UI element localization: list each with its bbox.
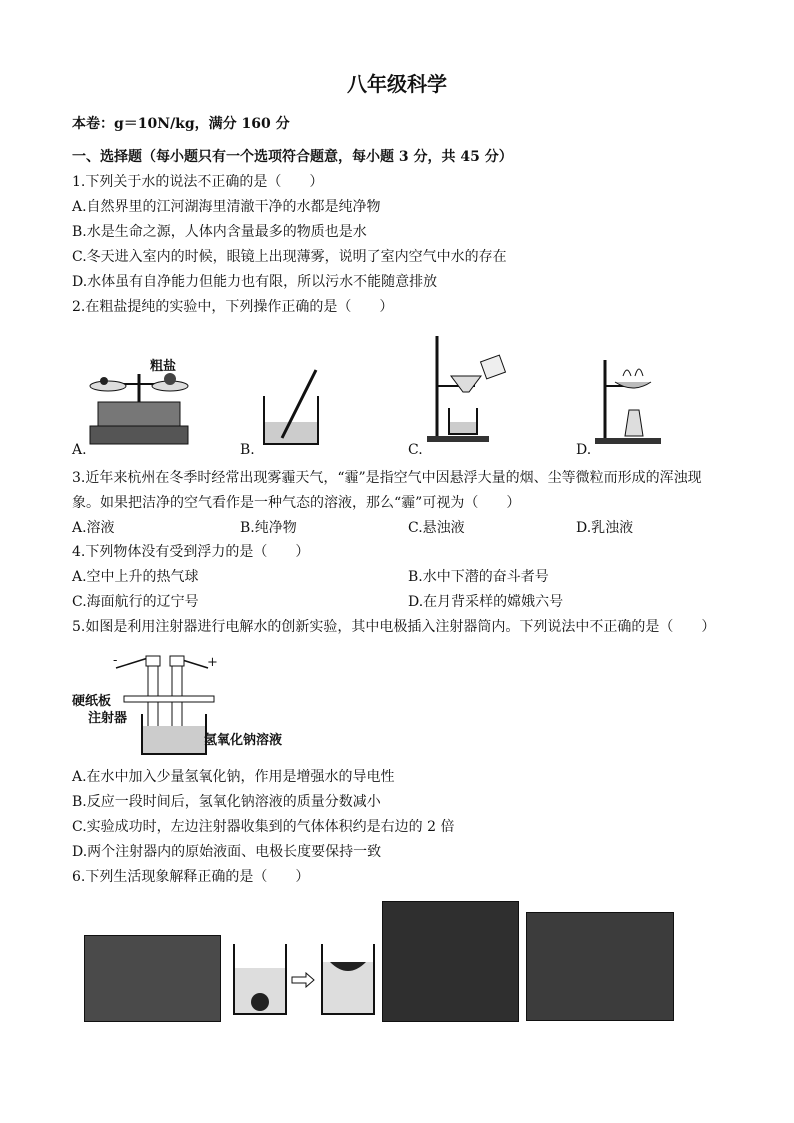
filtration-figure xyxy=(425,332,515,444)
section-heading: 一、选择题（每小题只有一个选项符合题意，每小题 3 分，共 45 分） xyxy=(72,149,513,165)
q5-option-c: C.实验成功时，左边注射器收集到的气体体积约是右边的 2 倍 xyxy=(72,819,455,835)
cardboard-label: 硬纸板 xyxy=(72,694,112,709)
people-photo xyxy=(382,901,519,1022)
q4-option-b: B.水中下潜的奋斗者号 xyxy=(408,569,549,585)
q4-option-c: C.海面航行的辽宁号 xyxy=(72,594,199,610)
beaker-egg-floating-figure xyxy=(318,940,378,1018)
q2-label-d: D. xyxy=(576,442,592,458)
exam-note: 本卷：g＝10N/kg，满分 160 分 xyxy=(72,116,290,132)
evaporation-figure xyxy=(595,356,665,446)
q5-stem: 5.如图是利用注射器进行电解水的创新实验，其中电极插入注射器筒内。下列说法中不正确的是（ ） xyxy=(72,619,716,635)
q5-option-a: A.在水中加入少量氢氧化钠，作用是增强水的导电性 xyxy=(72,769,395,785)
q3-option-c: C.悬浊液 xyxy=(408,520,465,536)
ship-photo xyxy=(84,935,221,1022)
q1-option-a: A.自然界里的江河湖海里清澈干净的水都是纯净物 xyxy=(72,199,381,215)
negative-terminal-label: - xyxy=(113,653,118,668)
q5-option-d: D.两个注射器内的原始液面、电极长度要保持一致 xyxy=(72,844,382,860)
q1-stem: 1.下列关于水的说法不正确的是（ ） xyxy=(72,174,324,190)
q2-stem: 2.在粗盐提纯的实验中，下列操作正确的是（ ） xyxy=(72,299,394,315)
beaker-stirring-figure xyxy=(258,366,328,450)
q2-label-a: A. xyxy=(72,442,87,458)
q1-option-d: D.水体虽有自净能力但能力也有限，所以污水不能随意排放 xyxy=(72,274,438,290)
arrow-icon xyxy=(290,972,316,988)
positive-terminal-label: + xyxy=(207,655,218,670)
q4-option-a: A.空中上升的热气球 xyxy=(72,569,199,585)
q3-stem-line1: 3.近年来杭州在冬季时经常出现雾霾天气，“霾”是指空气中因悬浮大量的烟、尘等微粒而形成的浑浊现 xyxy=(72,470,702,486)
balance-figure xyxy=(84,352,194,448)
submarine-photo xyxy=(526,912,674,1021)
q1-option-b: B.水是生命之源，人体内含量最多的物质也是水 xyxy=(72,224,367,240)
balance-salt-label: 粗盐 xyxy=(150,359,177,374)
q3-option-b: B.纯净物 xyxy=(240,520,297,536)
q3-stem-line2: 象。如果把洁净的空气看作是一种气态的溶液，那么“霾”可视为（ ） xyxy=(72,495,521,511)
q5-option-b: B.反应一段时间后，氢氧化钠溶液的质量分数减小 xyxy=(72,794,381,810)
q4-option-d: D.在月背采样的嫦娥六号 xyxy=(408,594,564,610)
q2-label-b: B. xyxy=(240,442,255,458)
syringe-label: 注射器 xyxy=(88,711,128,726)
q4-stem: 4.下列物体没有受到浮力的是（ ） xyxy=(72,544,310,560)
q6-stem: 6.下列生活现象解释正确的是（ ） xyxy=(72,869,310,885)
q3-option-a: A.溶液 xyxy=(72,520,115,536)
q3-option-d: D.乳浊液 xyxy=(576,520,634,536)
naoh-solution-label: 氢氧化钠溶液 xyxy=(204,733,283,748)
beaker-egg-sinking-figure xyxy=(230,940,290,1018)
page-title: 八年级科学 xyxy=(347,72,447,96)
q1-option-c: C.冬天进入室内的时候，眼镜上出现薄雾，说明了室内空气中水的存在 xyxy=(72,249,507,265)
q2-label-c: C. xyxy=(408,442,423,458)
